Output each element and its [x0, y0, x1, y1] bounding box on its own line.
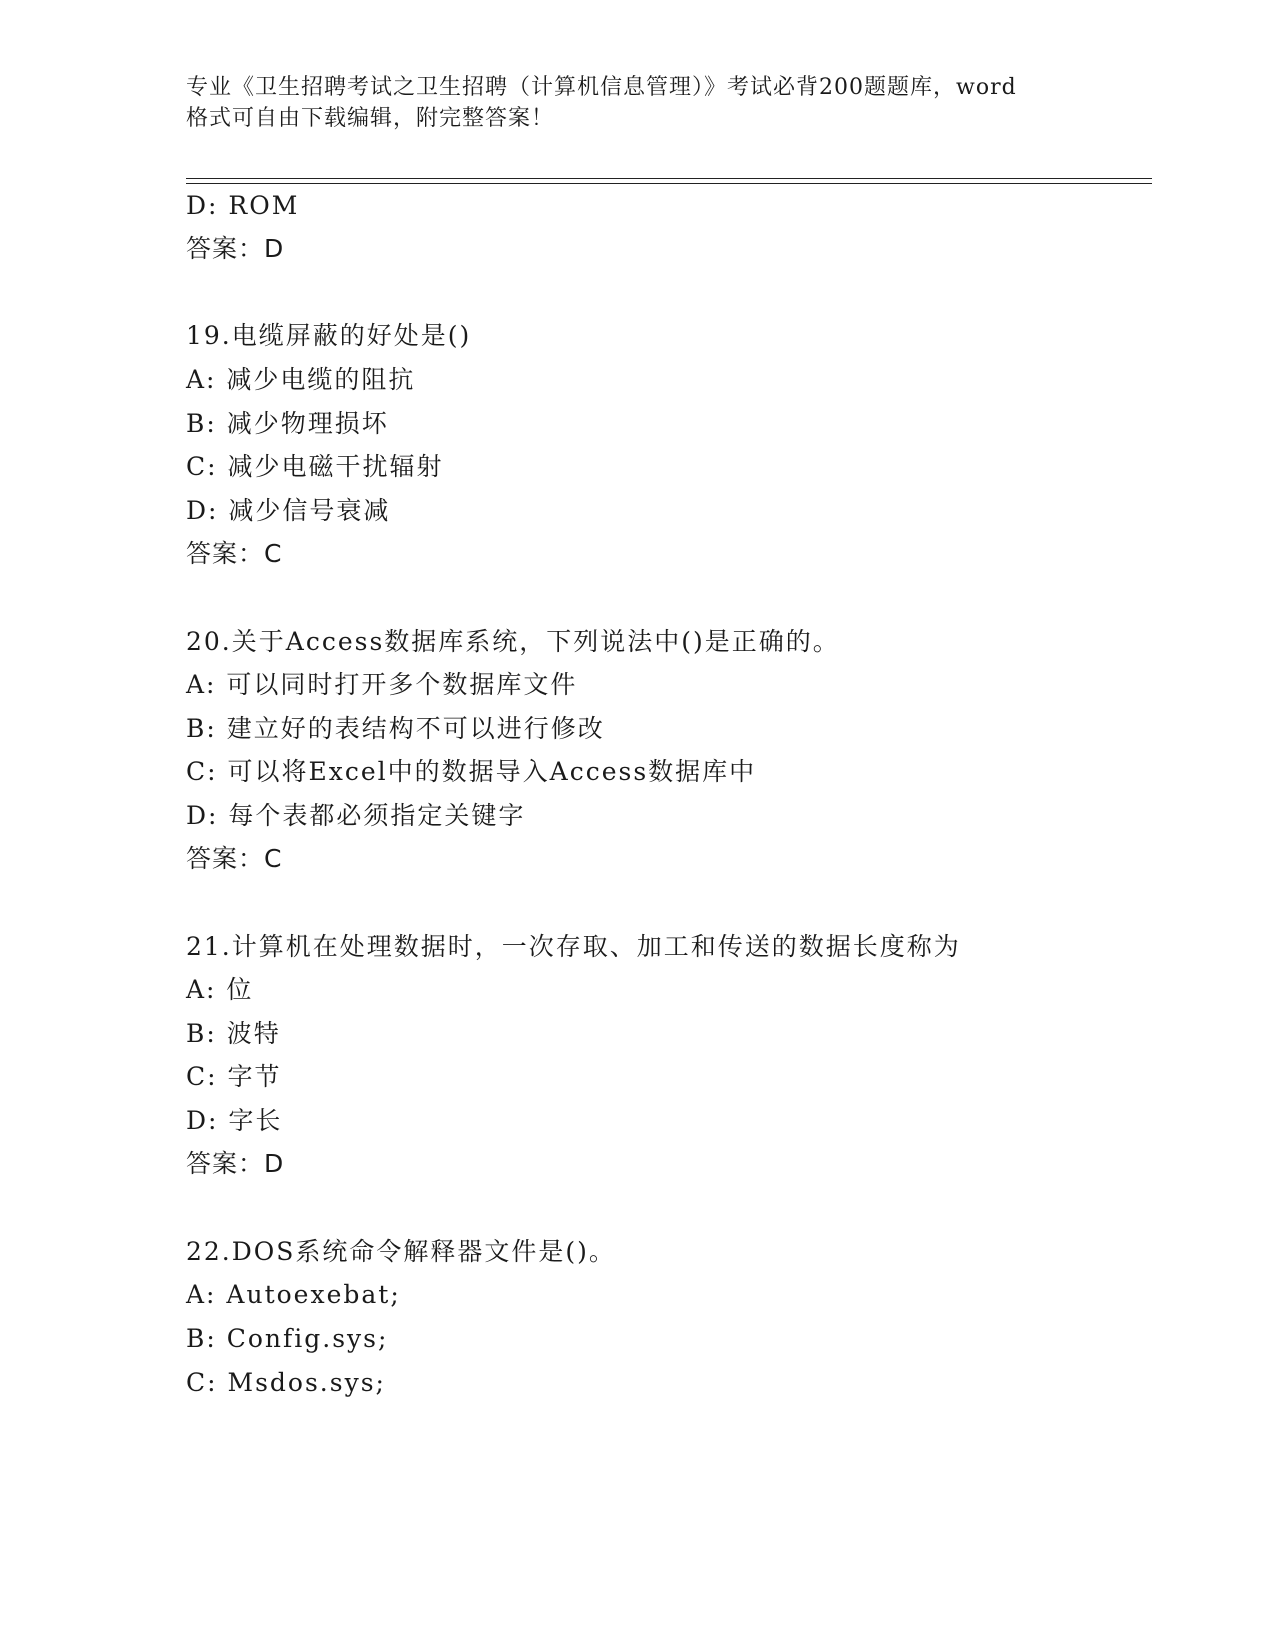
q20-answer: 答案：C — [186, 844, 283, 873]
q21-answer: 答案：D — [186, 1149, 285, 1178]
q20-option-b: B: 建立好的表结构不可以进行修改 — [186, 714, 605, 743]
q19-answer: 答案：C — [186, 539, 283, 568]
q21-option-d: D: 字长 — [186, 1106, 283, 1135]
prev-option-d: D: ROM — [186, 191, 300, 220]
q19-option-b: B: 减少物理损坏 — [186, 409, 389, 438]
q21-option-a: A: 位 — [186, 975, 254, 1004]
q22-question: 22.DOS系统命令解释器文件是()。 — [186, 1237, 616, 1266]
header-divider-top — [186, 178, 1152, 179]
q19-option-d: D: 减少信号衰减 — [186, 496, 391, 525]
q19-option-a: A: 减少电缆的阻抗 — [186, 365, 416, 394]
q20-option-c: C: 可以将Excel中的数据导入Access数据库中 — [186, 757, 757, 786]
q19-option-c: C: 减少电磁干扰辐射 — [186, 452, 444, 481]
q21-option-b: B: 波特 — [186, 1019, 281, 1048]
header-line-2: 格式可自由下载编辑，附完整答案！ — [186, 106, 555, 131]
q20-question: 20.关于Access数据库系统，下列说法中()是正确的。 — [186, 627, 840, 656]
q19-question: 19.电缆屏蔽的好处是() — [186, 321, 472, 350]
q22-option-c: C: Msdos.sys; — [186, 1368, 386, 1397]
prev-answer: 答案：D — [186, 234, 285, 263]
q21-option-c: C: 字节 — [186, 1062, 282, 1091]
q22-option-a: A: Autoexebat; — [186, 1280, 401, 1309]
q21-question: 21.计算机在处理数据时，一次存取、加工和传送的数据长度称为 — [186, 932, 961, 961]
q22-option-b: B: Config.sys; — [186, 1324, 389, 1353]
q20-option-a: A: 可以同时打开多个数据库文件 — [186, 670, 578, 699]
header-line-1: 专业《卫生招聘考试之卫生招聘（计算机信息管理）》考试必背200题题库，word — [186, 75, 1017, 100]
header-divider-bottom — [186, 183, 1152, 184]
document-header — [186, 72, 1106, 134]
q20-option-d: D: 每个表都必须指定关键字 — [186, 801, 526, 830]
